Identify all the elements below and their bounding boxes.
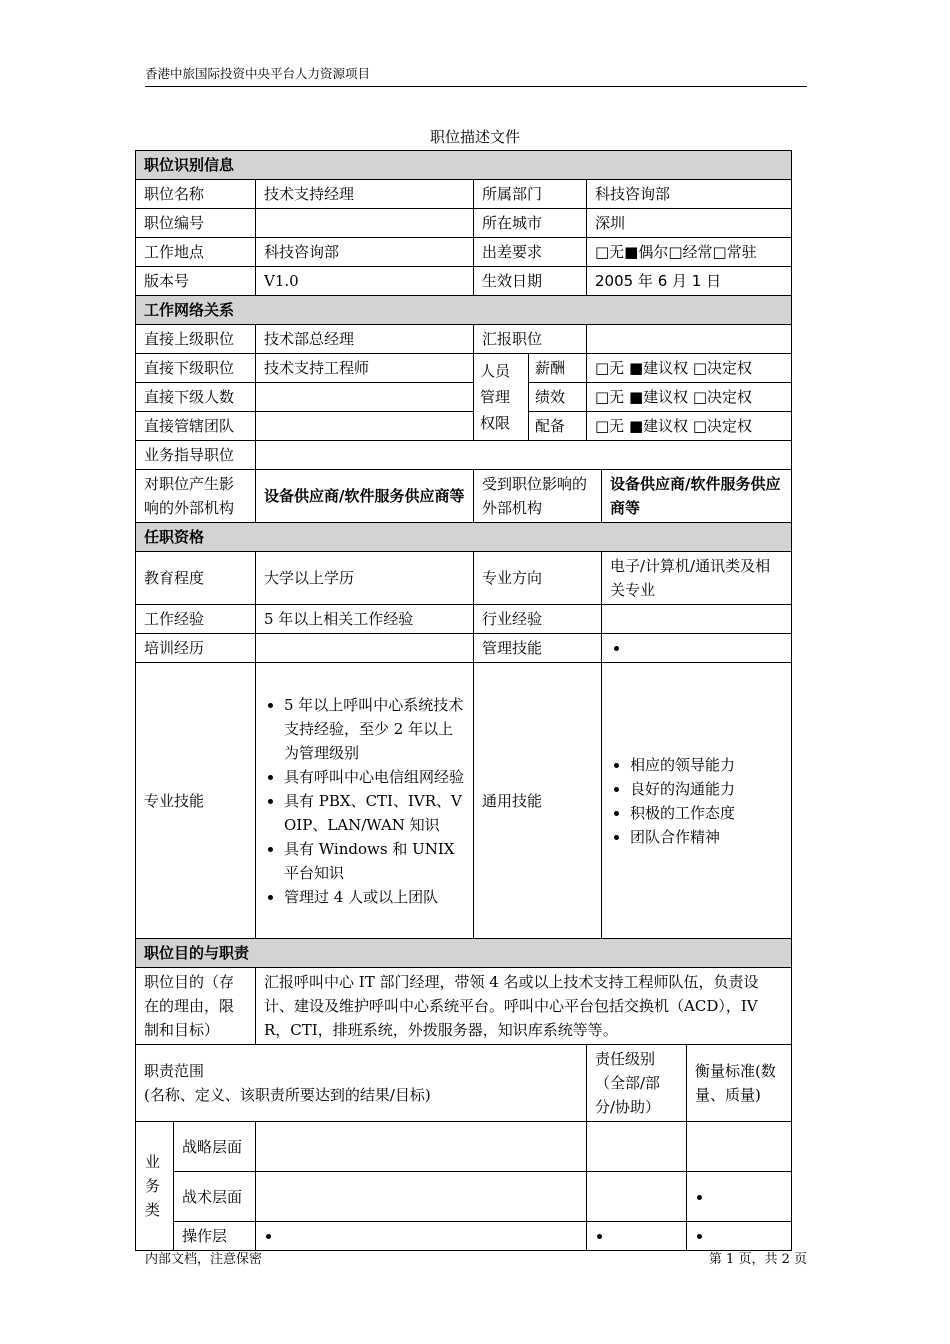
right-name-salary: 薪酬: [529, 354, 587, 383]
right-name-staffing: 配备: [529, 412, 587, 441]
right-value-salary: □无 ■建议权 □决定权: [587, 354, 792, 383]
education-value: 大学以上学历: [256, 552, 474, 605]
team-label: 直接管辖团队: [136, 412, 256, 441]
version-value: V1.0: [256, 267, 474, 296]
team-value: [256, 412, 474, 441]
duty-row-strategic: 战略层面: [174, 1122, 256, 1172]
duty-row-tactical: 战术层面: [174, 1172, 256, 1222]
dept-value: 科技咨询部: [587, 180, 792, 209]
right-value-performance: □无 ■建议权 □决定权: [587, 383, 792, 412]
guide-value: [256, 441, 792, 470]
business-category-label: 业务类: [136, 1122, 174, 1251]
general-skill-item: • 良好的沟通能力: [630, 777, 783, 801]
subordinate-value: 技术支持工程师: [256, 354, 474, 383]
measure-header: 衡量标准(数量、质量): [687, 1045, 792, 1122]
industry-label: 行业经验: [474, 605, 602, 634]
right-name-performance: 绩效: [529, 383, 587, 412]
superior-value: 技术部总经理: [256, 325, 474, 354]
pro-skill-item: • 具有呼叫中心电信组网经验: [284, 765, 465, 789]
scope-header: [136, 1045, 587, 1122]
job-description-table: [135, 150, 792, 1251]
scope-label: 职责范围: [144, 1062, 205, 1080]
section-title-identification: 职位识别信息: [136, 151, 792, 180]
superior-label: 直接上级职位: [136, 325, 256, 354]
footer-page-number: 第 1 页，共 2 页: [708, 1252, 807, 1267]
city-label: 所在城市: [474, 209, 587, 238]
ext-influenced-value: 设备供应商/软件服务供应商等: [256, 470, 474, 523]
pro-skill-list: [256, 663, 474, 939]
pro-skill-label: 专业技能: [136, 663, 256, 939]
page-header: 香港中旅国际投资中央平台人力资源项目: [145, 64, 807, 87]
major-value: 电子/计算机/通讯类及相关专业: [602, 552, 792, 605]
duty-content-operational: [256, 1222, 587, 1251]
purpose-value: 汇报呼叫中心 IT 部门经理，带领 4 名或以上技术支持工程师队伍，负责设计、建设及维护呼叫中心系统平台。呼叫中心平台包括交换机（ACD），IVR，CTI，排班系统，外拨服务器，知识库系统等等。: [256, 968, 792, 1045]
subordinate-label: 直接下级职位: [136, 354, 256, 383]
purpose-label: 职位目的（存在的理由，限制和目标）: [136, 968, 256, 1045]
sub-count-value: [256, 383, 474, 412]
section-title-qualification: 任职资格: [136, 523, 792, 552]
section-title-network: 工作网络关系: [136, 296, 792, 325]
right-value-staffing: □无 ■建议权 □决定权: [587, 412, 792, 441]
scope-desc: (名称、定义、该职责所要达到的结果/目标): [144, 1086, 431, 1104]
experience-label: 工作经验: [136, 605, 256, 634]
position-name-label: 职位名称: [136, 180, 256, 209]
duty-measure-strategic: [687, 1122, 792, 1172]
section-title-responsibility: 职位目的与职责: [136, 939, 792, 968]
pro-skill-item: • 具有 PBX、CTI、IVR、VOIP、LAN/WAN 知识: [284, 789, 465, 837]
level-header: 责任级别（全部/部分/协助）: [587, 1045, 687, 1122]
hr-mgmt-label: 人员管理权限: [474, 354, 529, 441]
training-value: [256, 634, 474, 663]
experience-value: 5 年以上相关工作经验: [256, 605, 474, 634]
version-label: 版本号: [136, 267, 256, 296]
effective-date-label: 生效日期: [474, 267, 587, 296]
duty-row-operational: 操作层: [174, 1222, 256, 1251]
dept-label: 所属部门: [474, 180, 587, 209]
effective-date-value: 2005 年 6 月 1 日: [587, 267, 792, 296]
mgmt-skill-value: [602, 634, 792, 663]
location-label: 工作地点: [136, 238, 256, 267]
duty-content-strategic: [256, 1122, 587, 1172]
travel-label: 出差要求: [474, 238, 587, 267]
guide-label: 业务指导职位: [136, 441, 256, 470]
duty-level-strategic: [587, 1122, 687, 1172]
general-skill-label: 通用技能: [474, 663, 602, 939]
general-skill-list: [602, 663, 792, 939]
mgmt-skill-label: 管理技能: [474, 634, 602, 663]
general-skill-item: • 积极的工作态度: [630, 801, 783, 825]
industry-value: [602, 605, 792, 634]
position-no-label: 职位编号: [136, 209, 256, 238]
document-title: 职位描述文件: [429, 128, 520, 146]
education-label: 教育程度: [136, 552, 256, 605]
duty-measure-operational: [687, 1222, 792, 1251]
city-value: 深圳: [587, 209, 792, 238]
sub-count-label: 直接下级人数: [136, 383, 256, 412]
duty-level-tactical: [587, 1172, 687, 1222]
pro-skill-item: • 管理过 4 人或以上团队: [284, 885, 465, 909]
report-label: 汇报职位: [474, 325, 587, 354]
duty-level-operational: [587, 1222, 687, 1251]
position-no-value: [256, 209, 474, 238]
duty-measure-tactical: [687, 1172, 792, 1222]
report-value: [587, 325, 792, 354]
ext-affected-label: 受到职位影响的外部机构: [474, 470, 602, 523]
training-label: 培训经历: [136, 634, 256, 663]
major-label: 专业方向: [474, 552, 602, 605]
general-skill-item: • 相应的领导能力: [630, 753, 783, 777]
ext-affected-value: 设备供应商/软件服务供应商等: [602, 470, 792, 523]
travel-value: □无■偶尔□经常□常驻: [587, 238, 792, 267]
position-name-value: 技术支持经理: [256, 180, 474, 209]
pro-skill-item: • 5 年以上呼叫中心系统技术支持经验，至少 2 年以上为管理级别: [284, 693, 465, 765]
location-value: 科技咨询部: [256, 238, 474, 267]
footer-confidential: 内部文档，注意保密: [145, 1252, 263, 1267]
pro-skill-item: • 具有 Windows 和 UNIX 平台知识: [284, 837, 465, 885]
duty-content-tactical: [256, 1172, 587, 1222]
ext-influenced-label: 对职位产生影响的外部机构: [136, 470, 256, 523]
general-skill-item: • 团队合作精神: [630, 825, 783, 849]
